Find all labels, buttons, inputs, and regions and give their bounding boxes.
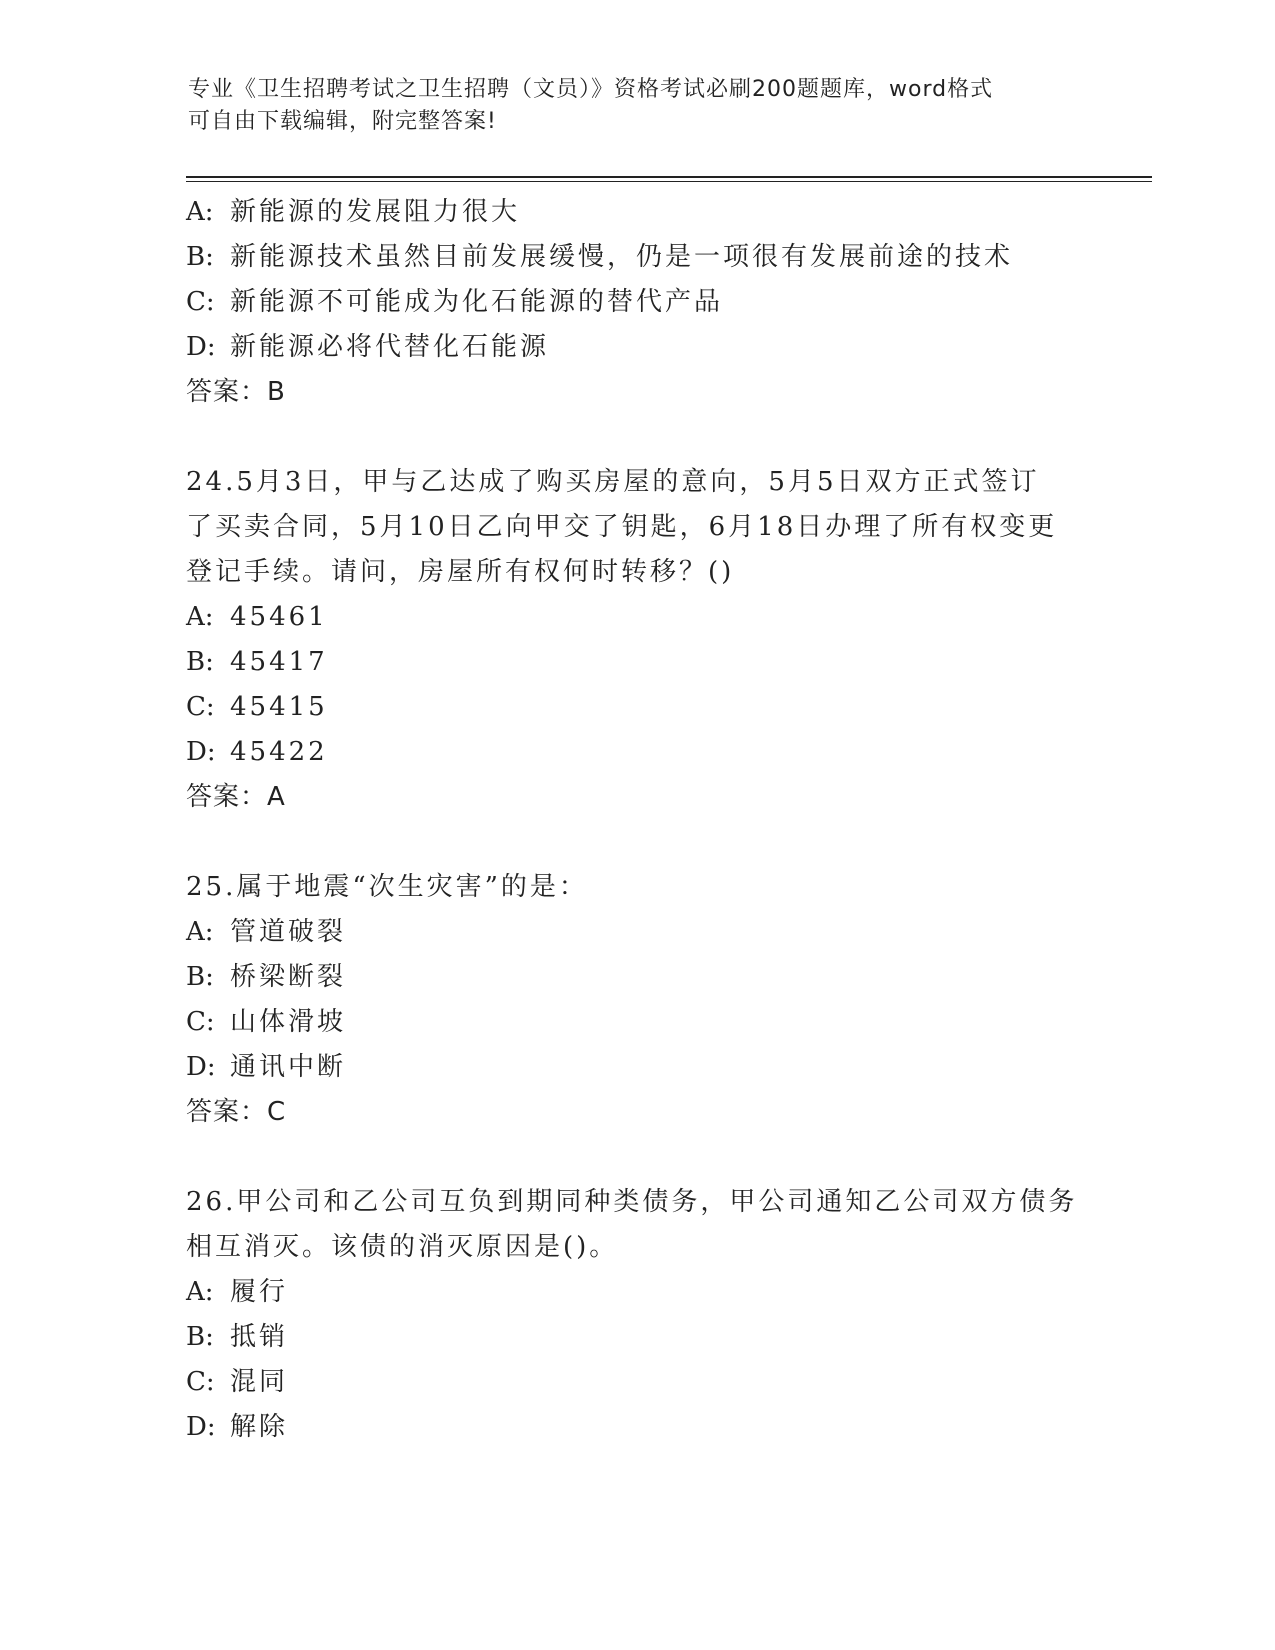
option-d — [186, 730, 1086, 775]
option-text: 新能源技术虽然目前发展缓慢，仍是一项很有发展前途的技术 — [230, 242, 1014, 272]
spacer — [186, 1135, 1086, 1180]
question-text — [186, 460, 1086, 595]
option-letter: B: — [186, 242, 214, 272]
option-letter: D: — [186, 1412, 216, 1442]
question-line: 26.甲公司和乙公司互负到期同种类债务，甲公司通知乙公司双方债务 — [186, 1187, 1078, 1217]
option-text: 混同 — [230, 1367, 289, 1397]
question-26-block — [186, 1180, 1086, 1450]
spacer — [186, 820, 1086, 865]
option-text: 管道破裂 — [230, 917, 347, 947]
option-letter: D: — [186, 332, 216, 362]
question-23-block — [186, 190, 1086, 415]
header-line-1: 专业《卫生招聘考试之卫生招聘（文员）》资格考试必刷200题题库，word格式 — [188, 77, 994, 102]
option-text: 新能源不可能成为化石能源的替代产品 — [230, 287, 724, 317]
option-text: 45415 — [230, 692, 328, 722]
option-d — [186, 1045, 1086, 1090]
option-text: 新能源的发展阻力很大 — [230, 197, 521, 227]
option-text: 新能源必将代替化石能源 — [230, 332, 550, 362]
header-divider-thick — [186, 176, 1152, 178]
question-line: 25.属于地震“次生灾害”的是： — [186, 872, 588, 902]
question-text — [186, 1180, 1086, 1270]
option-a — [186, 595, 1086, 640]
question-25-block — [186, 865, 1086, 1135]
option-c — [186, 1000, 1086, 1045]
answer-line: 答案：B — [186, 377, 286, 407]
question-line: 24.5月3日，甲与乙达成了购买房屋的意向，5月5日双方正式签订 — [186, 467, 1040, 497]
option-a — [186, 190, 1086, 235]
question-list — [186, 190, 1086, 1450]
question-text — [186, 865, 1086, 910]
option-d — [186, 325, 1086, 370]
option-letter: C: — [186, 692, 215, 722]
option-c — [186, 280, 1086, 325]
option-letter: C: — [186, 287, 215, 317]
option-letter: A: — [186, 602, 214, 632]
option-c — [186, 1360, 1086, 1405]
document-header — [188, 74, 1088, 138]
option-b — [186, 640, 1086, 685]
header-divider-thin — [186, 181, 1152, 182]
option-b — [186, 1315, 1086, 1360]
question-line: 了买卖合同，5月10日乙向甲交了钥匙，6月18日办理了所有权变更 — [186, 512, 1058, 542]
option-a — [186, 910, 1086, 955]
option-text: 解除 — [230, 1412, 289, 1442]
option-letter: A: — [186, 1277, 214, 1307]
option-letter: C: — [186, 1367, 215, 1397]
option-text: 45417 — [230, 647, 328, 677]
option-letter: D: — [186, 1052, 216, 1082]
header-line-2: 可自由下载编辑，附完整答案! — [188, 109, 497, 134]
option-letter: A: — [186, 917, 214, 947]
answer-line: 答案：C — [186, 1097, 287, 1127]
option-c — [186, 685, 1086, 730]
option-letter: D: — [186, 737, 216, 767]
option-text: 通讯中断 — [230, 1052, 347, 1082]
question-line: 相互消灭。该债的消灭原因是()。 — [186, 1232, 619, 1262]
option-letter: C: — [186, 1007, 215, 1037]
option-letter: B: — [186, 962, 214, 992]
option-b — [186, 955, 1086, 1000]
option-letter: B: — [186, 647, 214, 677]
option-b — [186, 235, 1086, 280]
option-letter: A: — [186, 197, 214, 227]
option-text: 履行 — [230, 1277, 289, 1307]
option-text: 45461 — [230, 602, 328, 632]
option-a — [186, 1270, 1086, 1315]
question-24-block — [186, 460, 1086, 820]
option-letter: B: — [186, 1322, 214, 1352]
option-text: 山体滑坡 — [230, 1007, 347, 1037]
option-text: 45422 — [230, 737, 328, 767]
spacer — [186, 415, 1086, 460]
option-text: 抵销 — [230, 1322, 289, 1352]
question-line: 登记手续。请问，房屋所有权何时转移？() — [186, 557, 735, 587]
option-text: 桥梁断裂 — [230, 962, 347, 992]
option-d — [186, 1405, 1086, 1450]
answer-line: 答案：A — [186, 782, 286, 812]
